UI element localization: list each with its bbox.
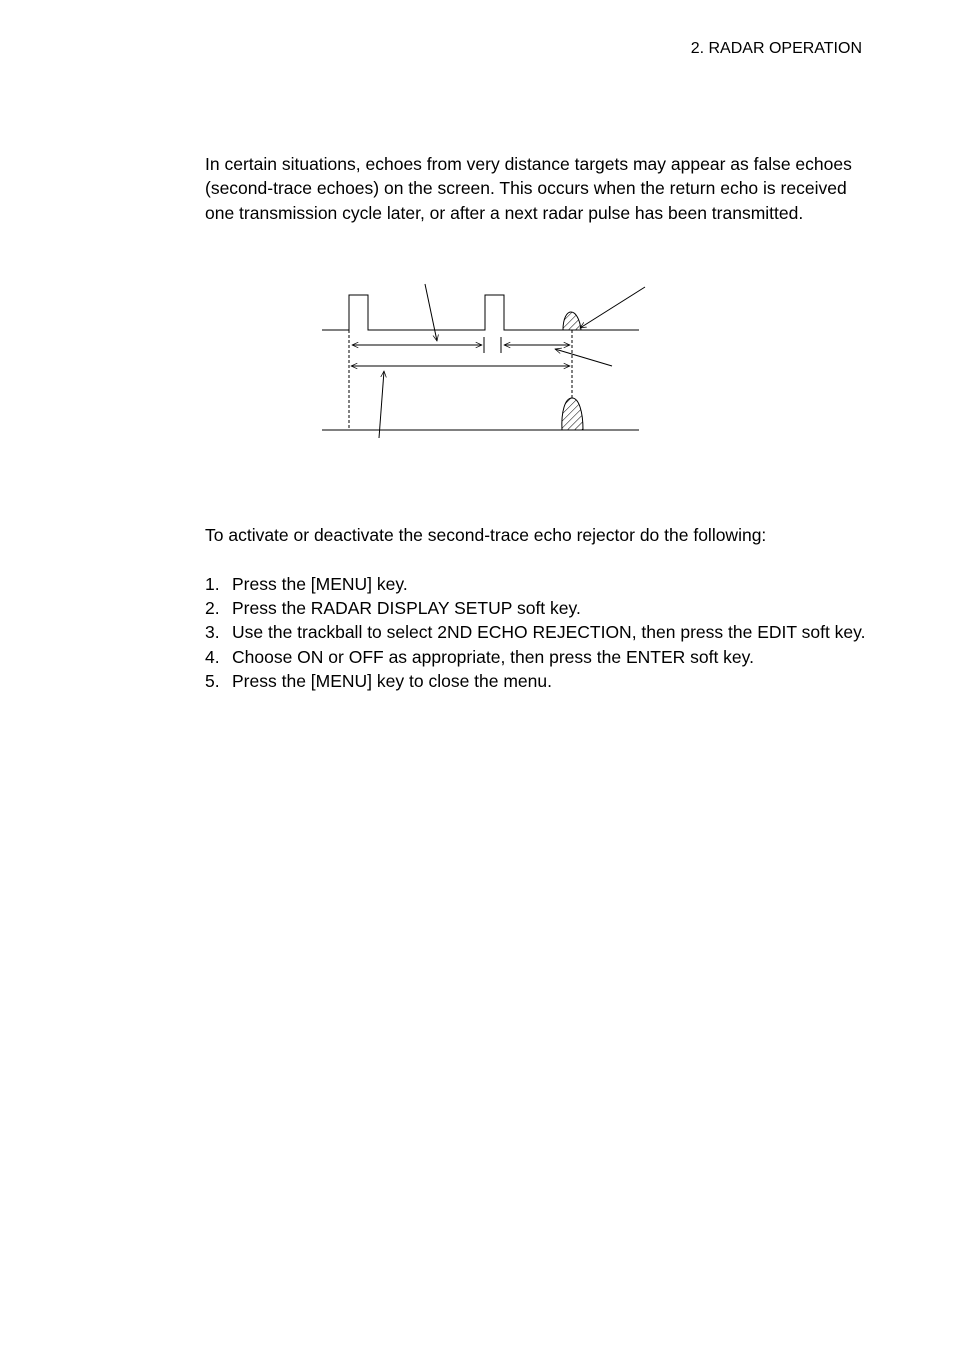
step-number: 3. [205, 622, 220, 643]
step-number: 1. [205, 574, 220, 594]
step-text: Use the trackball to select 2ND ECHO REJECTION, then press the EDIT soft key. [232, 622, 866, 643]
step-item [205, 620, 867, 644]
intro-paragraph: In certain situations, echoes from very distance targets may appear as false echoes (second-trace echoes) on the screen. This occurs when the return echo is received one transmission cycle later, or after a next radar pulse has been transmitted. [205, 154, 852, 223]
step-number: 2. [205, 598, 220, 619]
step-text: Press the RADAR DISPLAY SETUP soft key. [232, 598, 581, 619]
step-item [205, 669, 867, 693]
step-number: 5. [205, 670, 220, 691]
leader-line-second-echo [580, 287, 645, 328]
target-echo-large [562, 398, 583, 430]
leader-line-echo-delay [555, 349, 612, 366]
step-item [205, 596, 867, 620]
step-item [205, 645, 867, 669]
step-item [205, 572, 867, 596]
step-text: Press the [MENU] key. [232, 574, 408, 594]
step-text: Press the [MENU] key to close the menu. [232, 670, 552, 691]
leader-line-total-range [379, 371, 384, 438]
procedure-steps [205, 572, 867, 693]
step-number: 4. [205, 646, 220, 667]
leader-line-pulse-interval [425, 284, 437, 341]
step-text: Choose ON or OFF as appropriate, then press the ENTER soft key. [232, 646, 754, 667]
running-header: 2. RADAR OPERATION [690, 40, 862, 57]
instruction-paragraph: To activate or deactivate the second-trace echo rejector do the following: [205, 525, 767, 545]
second-trace-echo-small [563, 312, 581, 330]
transmission-pulse-trace [322, 295, 639, 330]
